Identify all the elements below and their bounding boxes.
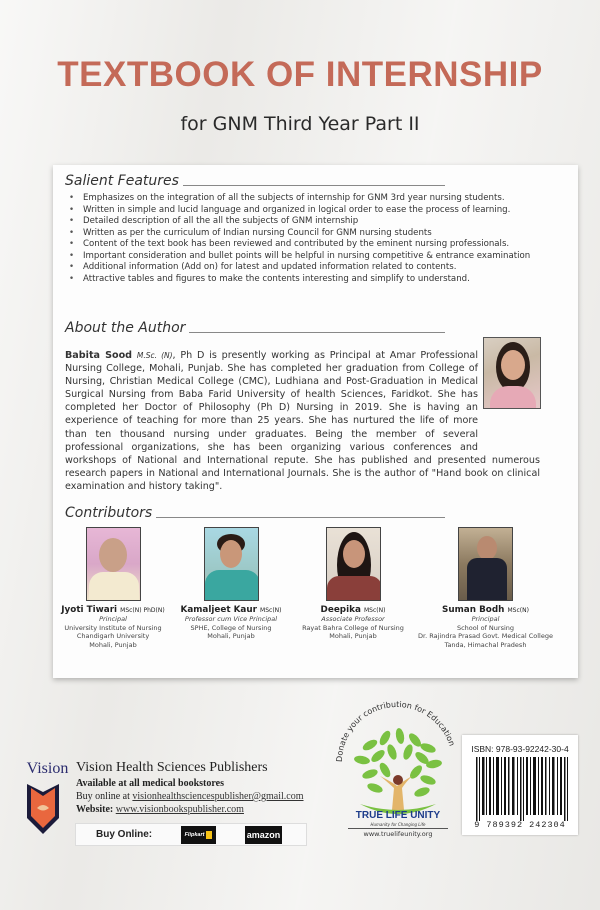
salient-features-heading-text: Salient Features xyxy=(65,173,179,189)
contributor-photo xyxy=(86,527,141,601)
contributor-affiliation: Mohali, Punjab xyxy=(207,632,255,640)
photo-spacer xyxy=(478,349,540,449)
true-life-unity-website[interactable]: www.truelifeunity.org xyxy=(348,828,448,838)
contributor-affiliation: Chandigarh University xyxy=(76,632,150,640)
buy-online-email-line xyxy=(76,791,304,802)
contributor-card xyxy=(288,527,418,641)
book-shield-icon xyxy=(25,780,61,836)
shirt-shape xyxy=(327,576,381,601)
contributors-heading xyxy=(65,505,445,521)
about-author-heading xyxy=(65,320,445,336)
feature-item: • Emphasizes on the integration of all the subjects of internship for GNM 3rd year nursing students. xyxy=(65,193,565,205)
salient-features-heading xyxy=(65,173,445,189)
availability-text: Available at all medical bookstores xyxy=(76,778,224,789)
true-life-unity-tagline: Humanity for Changing Life xyxy=(370,822,426,827)
feature-item: • Attractive tables and figures to make the contents interesting and simplify to understand. xyxy=(65,274,565,286)
contributor-name xyxy=(408,605,563,615)
feature-item: • Additional information (Add on) for latest and updated information related to contents. xyxy=(65,262,565,274)
contributor-photo xyxy=(458,527,513,601)
feature-item: • Important consideration and bullet points will be helpful in nursing competitive & entrance examination xyxy=(65,251,565,263)
website-line xyxy=(76,804,244,815)
buy-online-label: Buy Online: xyxy=(96,829,153,840)
contributor-affiliation: Tanda, Himachal Pradesh xyxy=(444,640,527,649)
content-panel xyxy=(53,165,578,678)
contributor-affiliation: School of Nursing xyxy=(456,623,515,632)
website-label: Website: xyxy=(76,804,116,815)
face-shape xyxy=(99,538,127,572)
contributor-name-text: Kamaljeet Kaur xyxy=(180,605,257,615)
true-life-unity-name: TRUE LIFE UNITY xyxy=(355,810,441,821)
contributor-name xyxy=(48,605,178,615)
contributor-name-text: Deepika xyxy=(320,605,361,615)
shirt-shape xyxy=(467,558,507,601)
book-title: TEXTBOOK OF INTERNSHIP xyxy=(57,55,543,94)
contributor-degree: MSc(N) PhD(N) xyxy=(120,607,165,614)
heading-rule xyxy=(189,332,445,333)
contributors-list xyxy=(53,527,578,667)
flipkart-bag-icon xyxy=(206,831,212,839)
contributor-card xyxy=(408,527,563,649)
contributor-role: Principal xyxy=(471,615,500,623)
contributor-affiliation: Rayat Bahra College of Nursing xyxy=(302,623,404,632)
contributor-degree: MSc(N) xyxy=(507,607,529,614)
contributor-affiliation: Mohali, Punjab xyxy=(89,640,137,649)
contributor-affiliation: Dr. Rajindra Prasad Govt. Medical College xyxy=(418,632,553,640)
contributor-role: Associate Professor xyxy=(321,615,385,623)
contributor-role: Professor cum Vice Principal xyxy=(184,615,278,623)
isbn-barcode-box xyxy=(462,735,578,835)
feature-item: • Written as per the curriculum of Indian nursing Council for GNM nursing students xyxy=(65,228,565,240)
contributor-degree: MSc(N) xyxy=(260,607,282,614)
publisher-logo xyxy=(25,760,70,842)
publisher-name: Vision Health Sciences Publishers xyxy=(76,760,268,775)
contributor-affiliation: Mohali, Punjab xyxy=(329,632,377,640)
flipkart-label: Flipkart xyxy=(184,831,205,838)
feature-item: • Content of the text book has been reviewed and contributed by the eminent nursing professionals. xyxy=(65,239,565,251)
publisher-website-link[interactable]: www.visionbookspublisher.com xyxy=(115,804,244,815)
amazon-badge[interactable]: amazon xyxy=(245,826,282,844)
buy-online-prefix: Buy online at xyxy=(76,791,133,802)
contributor-name xyxy=(166,605,296,615)
face-shape xyxy=(477,536,497,560)
face-shape xyxy=(343,540,365,568)
donate-arc-text: Donate your contribution for Education xyxy=(334,700,457,763)
feature-item: • Detailed description of all the all the subjects of GNM internship xyxy=(65,216,565,228)
author-name: Babita Sood xyxy=(65,350,133,361)
barcode-icon xyxy=(472,757,572,821)
shirt-shape xyxy=(205,570,259,601)
publisher-logo-text: Vision xyxy=(26,760,69,777)
flipkart-badge[interactable] xyxy=(181,826,216,844)
contributors-heading-text: Contributors xyxy=(65,505,153,521)
publisher-email-link[interactable]: visionhealthsciencespublisher@gmail.com xyxy=(132,791,304,802)
heading-rule xyxy=(156,517,445,518)
contributor-role: Principal xyxy=(99,615,127,623)
contributor-photo xyxy=(204,527,259,601)
contributor-card xyxy=(48,527,178,649)
contributor-name xyxy=(288,605,418,615)
author-bio xyxy=(65,349,540,493)
contributor-affiliation: SPHE, College of Nursing xyxy=(190,623,272,632)
contributor-name-text: Jyoti Tiwari xyxy=(61,605,118,615)
heading-rule xyxy=(183,185,445,186)
book-subtitle: for GNM Third Year Part II xyxy=(180,113,420,135)
contributor-card xyxy=(166,527,296,641)
author-degree: M.Sc. (N) xyxy=(136,351,173,360)
author-bio-text: , Ph D is presently working as Principal at Amar Professional Nursing College, Mohali, Punjab. She has completed her graduation from College of Nursing, Christian Medical College (CMC), Ludhiana and Post-Graduation in Medical Surgical Nursing from Baba Farid University of health Sciences, Faridkot. She has completed her Doctor of Philosophy (Ph D) Nursing in 2019. She is having an experience of teaching for more than 25 years. She has nurtured the life of more than ten thousand nursing under graduates. Being the member of several professional organizations, she has been organizing various conferences and workshops of National and International repute. She has published and presented numerous research papers in National and International Journals. She is the author of "Hand book on clinical examination and history taking". xyxy=(65,350,540,492)
feature-item: • Written in simple and lucid language and organized in logical order to ease the process of learning. xyxy=(65,205,565,217)
salient-features-list xyxy=(65,193,565,285)
barcode-digits: 9 789392 242304 xyxy=(474,820,566,830)
contributor-degree: MSc(N) xyxy=(363,607,386,614)
contributor-photo xyxy=(326,527,381,601)
shirt-shape xyxy=(89,572,139,601)
contributor-name-text: Suman Bodh xyxy=(442,605,505,615)
isbn-label: ISBN: 978-93-92242-30-4 xyxy=(471,744,569,754)
face-shape xyxy=(220,540,242,568)
contributor-affiliation: University Institute of Nursing xyxy=(64,623,162,632)
about-author-heading-text: About the Author xyxy=(65,320,186,336)
buy-online-box xyxy=(75,823,307,846)
